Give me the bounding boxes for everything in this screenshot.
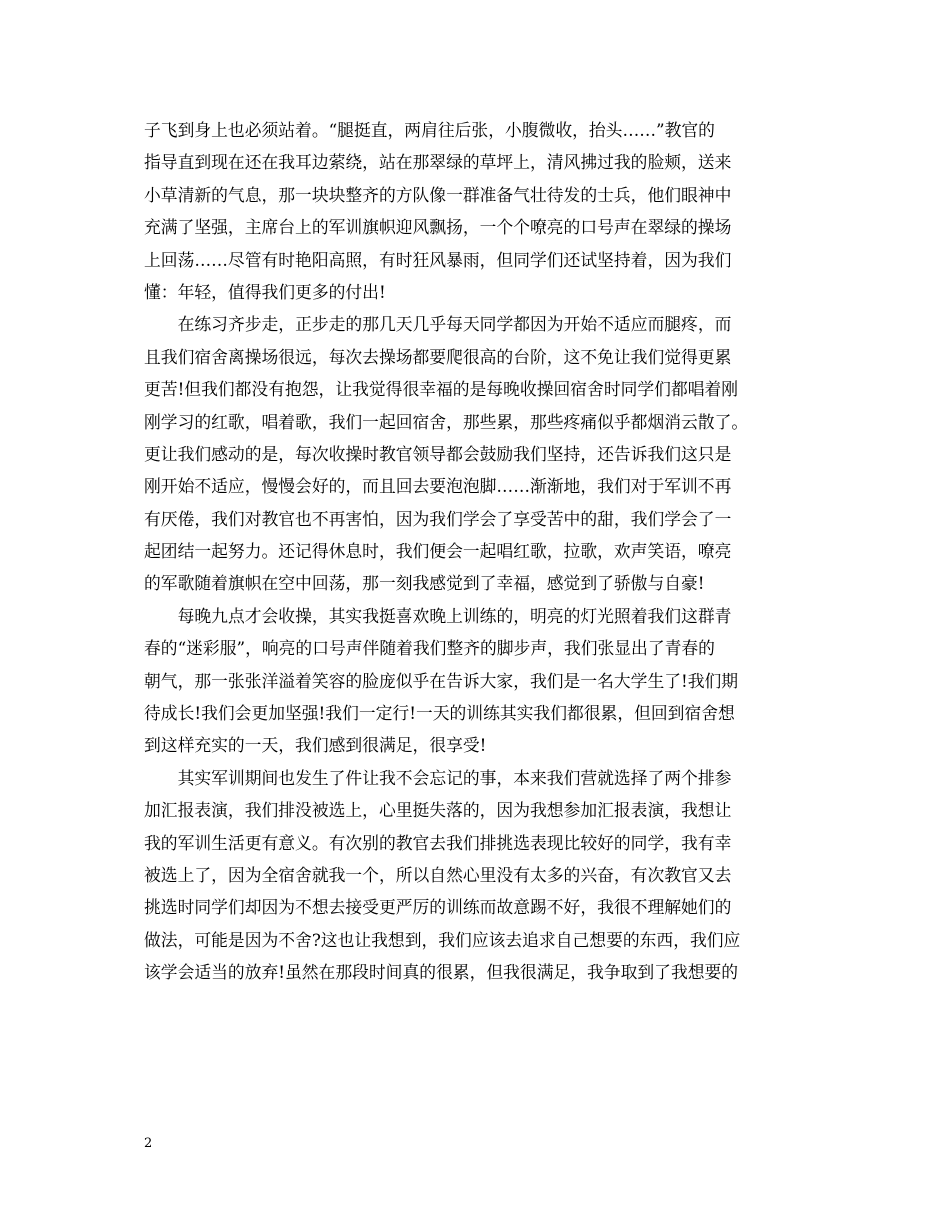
text-line: 挑选时同学们却因为不想去接受更严厉的训练而故意踢不好，我很不理解她们的 xyxy=(144,897,732,918)
text-line: 到这样充实的一天，我们感到很满足，很享受! xyxy=(144,735,487,756)
text-line: 加汇报表演，我们排没被选上，心里挺失落的，因为我想参加汇报表演，我想让 xyxy=(144,800,732,821)
paragraph-start-line: 每晚九点才会收操，其实我挺喜欢晚上训练的，明亮的灯光照着我们这群青 xyxy=(177,605,732,626)
text-line: 更让我们感动的是，每次收操时教官领导都会鼓励我们坚持，还告诉我们这只是 xyxy=(144,443,732,464)
paragraph-start-line: 在练习齐步走，正步走的那几天几乎每天同学都因为开始不适应而腿疼，而 xyxy=(177,314,732,335)
text-line: 朝气，那一张张洋溢着笑容的脸庞似乎在告诉大家，我们是一名大学生了!我们期 xyxy=(144,670,739,691)
text-line: 且我们宿舍离操场很远，每次去操场都要爬很高的台阶，这不免让我们觉得更累 xyxy=(144,346,732,367)
text-line: 有厌倦，我们对教官也不再害怕，因为我们学会了享受苦中的甜，我们学会了一 xyxy=(144,508,732,529)
text-line: 指导直到现在还在我耳边萦绕，站在那翠绿的草坪上，清风拂过我的脸颊，送来 xyxy=(144,152,732,173)
text-line: 刚学习的红歌，唱着歌，我们一起回宿舍，那些累，那些疼痛似乎都烟消云散了。 xyxy=(144,411,749,432)
text-line: 待成长!我们会更加坚强!我们一定行!一天的训练其实我们都很累，但回到宿舍想 xyxy=(144,703,735,724)
text-line: 的军歌随着旗帜在空中回荡，那一刻我感觉到了幸福，感觉到了骄傲与自豪! xyxy=(144,573,705,594)
text-line: 上回荡……尽管有时艳阳高照，有时狂风暴雨，但同学们还试坚持着，因为我们 xyxy=(144,249,732,270)
text-line: 小草清新的气息，那一块块整齐的方队像一群准备气壮待发的士兵，他们眼神中 xyxy=(144,184,732,205)
text-line: 起团结一起努力。还记得休息时，我们便会一起唱红歌，拉歌，欢声笑语，嘹亮 xyxy=(144,541,732,562)
text-line: 刚开始不适应，慢慢会好的，而且回去要泡泡脚……渐渐地，我们对于军训不再 xyxy=(144,476,732,497)
text-line: 春的“迷彩服”，响亮的口号声伴随着我们整齐的脚步声，我们张显出了青春的 xyxy=(144,638,715,659)
paragraph-start-line: 其实军训期间也发生了件让我不会忘记的事，本来我们营就选择了两个排参 xyxy=(177,767,732,788)
body-text xyxy=(144,114,816,989)
text-line: 该学会适当的放弃!虽然在那段时间真的很累，但我很满足，我争取到了我想要的 xyxy=(144,962,739,983)
page-number: 2 xyxy=(144,1136,153,1151)
text-line: 做法，可能是因为不舍?这也让我想到，我们应该去追求自己想要的东西，我们应 xyxy=(144,929,741,950)
text-line: 被选上了，因为全宿舍就我一个，所以自然心里没有太多的兴奋，有次教官又去 xyxy=(144,864,732,885)
text-line: 更苦!但我们都没有抱怨，让我觉得很幸福的是每晚收操回宿舍时同学们都唱着刚 xyxy=(144,379,739,400)
text-line: 懂：年轻，值得我们更多的付出! xyxy=(144,281,386,302)
text-line: 子飞到身上也必须站着。“腿挺直，两肩往后张，小腹微收，抬头……”教官的 xyxy=(144,120,715,140)
text-line: 我的军训生活更有意义。有次别的教官去我们排挑选表现比较好的同学，我有幸 xyxy=(144,832,732,853)
text-line: 充满了坚强，主席台上的军训旗帜迎风飘扬，一个个嘹亮的口号声在翠绿的操场 xyxy=(144,217,732,238)
